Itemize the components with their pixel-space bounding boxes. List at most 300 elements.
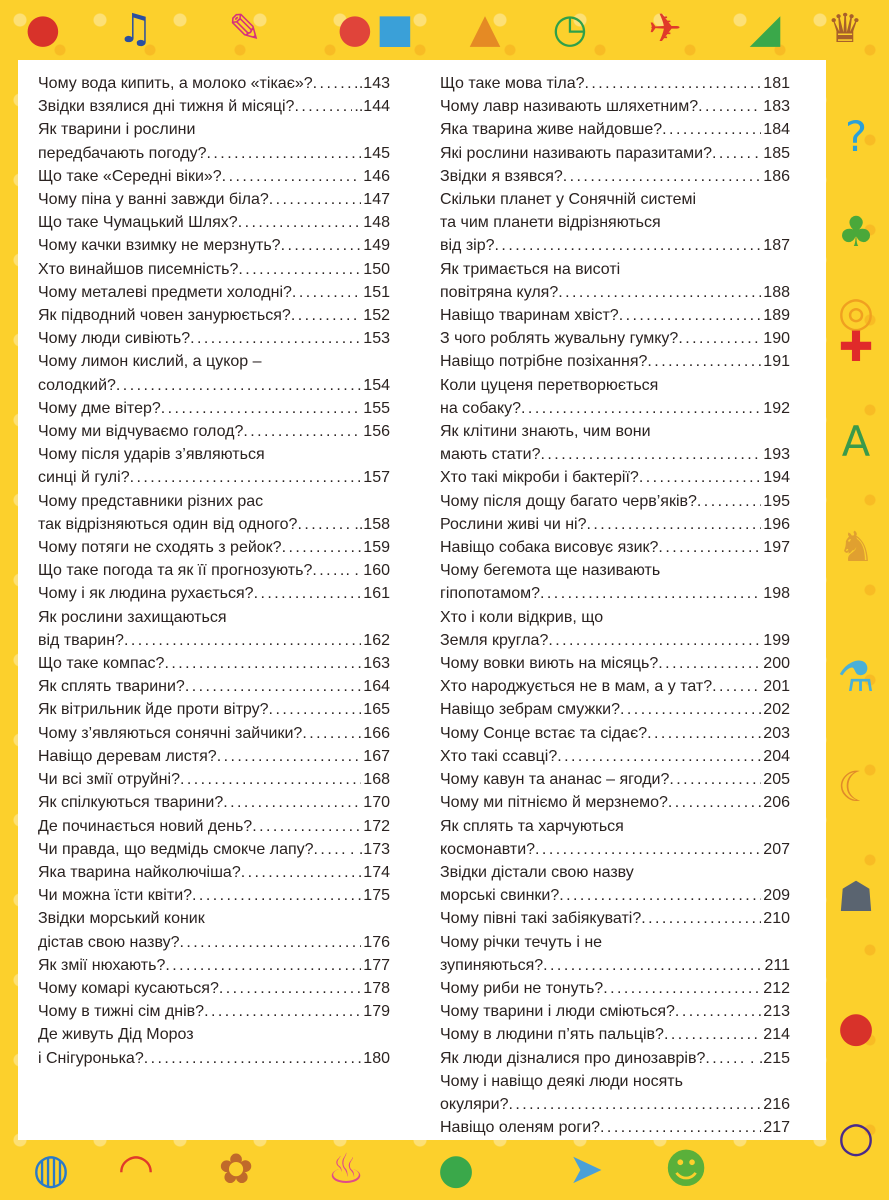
toc-entry-title: і Снігуронька? — [38, 1049, 144, 1067]
dot-leader — [557, 745, 761, 768]
dot-leader — [185, 675, 361, 698]
toc-entry-title: Звідки я взявся? — [440, 167, 563, 185]
toc-page-number: . . 160 — [345, 562, 390, 580]
toc-page-number: 162 — [363, 631, 390, 649]
toc-entry-title: Чому в тижні сім днів? — [38, 1003, 205, 1021]
toc-entry — [38, 884, 390, 907]
toc-page-number: 170 — [363, 794, 390, 812]
dot-leader — [130, 466, 362, 489]
dot-leader — [563, 165, 762, 188]
toc-entry-title-line: Як рослини захищаються — [38, 608, 227, 626]
dot-leader — [204, 1000, 361, 1023]
toc-entry-title-line: Чому представники різних рас — [38, 492, 264, 510]
toc-entry-title: Чому піна у ванні завжди біла? — [38, 191, 269, 209]
toc-page-number: 189 — [763, 307, 790, 325]
dot-leader — [619, 304, 762, 327]
toc-page-number: . .215 — [749, 1049, 790, 1067]
toc-page-number: 195 — [763, 492, 790, 510]
toc-entry-title: Навіщо деревам листя? — [38, 747, 217, 765]
toc-entry-title: Чому в людини п’ять пальців? — [440, 1026, 664, 1044]
dot-leader — [669, 768, 761, 791]
dot-leader — [495, 234, 762, 257]
toc-entry — [440, 536, 790, 559]
toc-entry — [38, 443, 390, 489]
dot-leader — [658, 652, 761, 675]
dot-leader — [662, 118, 761, 141]
toc-entry — [440, 327, 790, 350]
toc-page-number: .143 — [358, 75, 390, 92]
dot-leader — [675, 1000, 761, 1023]
toc-entry — [38, 1000, 390, 1023]
dot-leader — [161, 397, 362, 420]
triangle-ruler-icon: ◢ — [749, 6, 781, 52]
toc-entry-title: Хто такі мікроби і бактерії? — [440, 469, 639, 487]
toc-page-number: 177 — [363, 956, 390, 974]
toc-entry-title: Чому і як людина рухається? — [38, 585, 254, 603]
dot-leader — [548, 629, 761, 652]
toc-page-number: 188 — [763, 283, 790, 301]
toc-entry — [38, 1023, 390, 1069]
toc-entry — [38, 490, 390, 536]
toc-page-number: 196 — [763, 515, 790, 533]
magnifying-glass-icon: ○ — [837, 1111, 875, 1161]
toc-entry — [38, 95, 390, 118]
dot-leader — [269, 698, 362, 721]
toc-page-number: 199 — [763, 631, 790, 649]
toc-page-number: 203 — [763, 724, 790, 742]
toc-entry — [440, 559, 790, 605]
toc-entry — [38, 420, 390, 443]
toc-entry — [38, 350, 390, 396]
ball-icon: ● — [337, 6, 373, 52]
toc-entry-title: Навіщо потрібне позіхання? — [440, 353, 648, 371]
toc-entry — [38, 815, 390, 838]
toc-entry — [440, 258, 790, 304]
dot-leader — [712, 675, 761, 698]
toc-entry-title: Як сплять тварини? — [38, 678, 185, 696]
dot-leader — [180, 768, 361, 791]
toc-entry — [440, 768, 790, 791]
dot-leader — [165, 954, 361, 977]
toc-entry-title-line: Чому і навіщо деякі люди носять — [440, 1072, 683, 1090]
robot-icon: ☗ — [837, 871, 875, 921]
toc-entry-title-line: Чому лимон кислий, а цукор – — [38, 353, 262, 371]
toc-entry — [38, 768, 390, 791]
toc-entry — [440, 165, 790, 188]
toc-entry — [38, 211, 390, 234]
dot-leader — [207, 142, 362, 165]
toc-page-number: 201 — [763, 678, 790, 696]
toc-entry — [38, 258, 390, 281]
dot-leader — [559, 884, 761, 907]
toc-page-number: 175 — [363, 887, 390, 905]
toc-page-number: 202 — [763, 701, 790, 719]
toc-page-number: 192 — [763, 399, 790, 417]
toc-entry-title: Чому тварини і люди сміються? — [440, 1003, 675, 1021]
dot-leader — [541, 443, 762, 466]
dot-leader — [712, 142, 752, 165]
toc-entry — [38, 165, 390, 188]
toc-entry-title: Чому вода кипить, а молоко «тікає»? — [38, 75, 313, 92]
toc-entry — [440, 722, 790, 745]
dot-leader — [620, 698, 761, 721]
toc-page-number: . 185 — [754, 144, 790, 162]
dot-leader — [641, 907, 761, 930]
toc-entry — [440, 977, 790, 1000]
toc-entry-title: Чому після дощу багато черв’яків? — [440, 492, 697, 510]
toc-page-number: 212 — [763, 979, 790, 997]
toc-page-number: 159 — [363, 539, 390, 557]
dot-leader — [294, 95, 352, 118]
toc-entry — [38, 861, 390, 884]
toc-page-number: 178 — [363, 979, 390, 997]
toc-entry-title: Чому качки взимку не мерзнуть? — [38, 237, 281, 255]
toc-page-number: 174 — [363, 863, 390, 881]
flask-icon: ⚗ — [837, 651, 875, 701]
dot-leader — [587, 513, 762, 536]
toc-entry-title: З чого роблять жувальну гумку? — [440, 330, 679, 348]
toc-entry — [38, 118, 390, 164]
toc-entry — [440, 95, 790, 118]
toc-page-number: 217 — [763, 1119, 790, 1137]
toc-entry-title: дістав свою назву? — [38, 933, 180, 951]
toc-entry — [38, 791, 390, 814]
toc-entry-title-line: Чому бегемота ще називають — [440, 562, 661, 580]
toc-entry-title-line: Хто і коли відкрив, що — [440, 608, 604, 626]
toc-entry — [440, 142, 790, 165]
toc-entry — [440, 304, 790, 327]
toc-page-number: ..144 — [354, 98, 390, 116]
toc-page-number: 216 — [763, 1095, 790, 1113]
apple-icon: ● — [25, 6, 61, 52]
toc-entry-title: повітряна куля? — [440, 283, 559, 301]
toc-entry-title-line: Як тварини і рослини — [38, 121, 196, 139]
toc-entry-title-line: Звідки морський коник — [38, 910, 205, 928]
toc-page-number: 149 — [363, 237, 390, 255]
toc-column-left — [38, 72, 390, 1070]
toc-entry — [38, 536, 390, 559]
toc-page-number: 187 — [763, 237, 790, 255]
protractor-icon: ◠ — [117, 1143, 155, 1193]
toc-entry — [440, 350, 790, 373]
dot-leader — [658, 536, 761, 559]
music-notes-icon: ♫ — [117, 6, 153, 52]
toc-page-number: 211 — [764, 956, 790, 974]
dot-leader — [668, 791, 761, 814]
dot-leader — [254, 582, 362, 605]
toc-entry — [440, 72, 790, 95]
toc-entry-title: Чому ми відчуваємо голод? — [38, 423, 244, 441]
toc-entry — [440, 698, 790, 721]
apple-icon: ● — [837, 1001, 875, 1051]
toc-page-number: 209 — [763, 887, 790, 905]
toc-entry-title: мають стати? — [440, 446, 541, 464]
toc-entry-title: Чому півні такі забіякуваті? — [440, 910, 642, 928]
cake-icon: ♛ — [827, 6, 863, 52]
toc-entry-title: Яка тварина найколючіша? — [38, 863, 241, 881]
dot-leader — [543, 954, 762, 977]
toc-entry-title-line: Як тримається на висоті — [440, 260, 621, 278]
toc-entry — [440, 861, 790, 907]
toc-page-number: 172 — [363, 817, 390, 835]
toc-page-number: 148 — [363, 214, 390, 232]
dot-leader — [698, 95, 761, 118]
toc-page-number: 151 — [363, 283, 390, 301]
toc-page-number: 146 — [363, 167, 390, 185]
dot-leader — [243, 420, 361, 443]
toc-page-number: 179 — [363, 1003, 390, 1021]
toc-page-number: 163 — [363, 655, 390, 673]
dot-leader — [241, 861, 362, 884]
toc-page-number: 210 — [763, 910, 790, 928]
toc-page-number: 197 — [763, 539, 790, 557]
toc-entry-title: Хто винайшов писемність? — [38, 260, 239, 278]
toc-entry-title: Навіщо тваринам хвіст? — [440, 307, 619, 325]
dot-leader — [600, 1116, 761, 1139]
dot-leader — [190, 327, 361, 350]
toc-entry — [38, 188, 390, 211]
toc-entry — [440, 606, 790, 652]
dot-leader — [192, 884, 361, 907]
dot-leader — [312, 559, 343, 582]
dot-leader — [603, 977, 761, 1000]
toc-entry-title: Навіщо оленям роги? — [440, 1119, 601, 1137]
alphabet-block-icon: A — [841, 416, 871, 466]
toc-entry-title: Чому з’являються сонячні зайчики? — [38, 724, 303, 742]
toc-entry-title: Звідки взялися дні тижня й місяці? — [38, 98, 295, 116]
toc-entry-title: Як змії нюхають? — [38, 956, 166, 974]
toc-entry — [38, 582, 390, 605]
toc-entry-title: синці й гулі? — [38, 469, 130, 487]
dot-leader — [678, 327, 761, 350]
toc-entry — [38, 652, 390, 675]
toc-page-number: 200 — [763, 655, 790, 673]
toc-entry — [38, 698, 390, 721]
dot-leader — [217, 745, 362, 768]
alarm-clock-icon: ◷ — [552, 6, 588, 52]
toc-entry-title: Чи правда, що ведмідь смокче лапу? — [38, 840, 314, 858]
toc-page-number: 184 — [763, 121, 790, 139]
toc-entry-title-line: Чому річки течуть і не — [440, 933, 603, 951]
toc-entry-title: Чому вовки виють на місяць? — [440, 655, 659, 673]
toc-page-number: 213 — [763, 1003, 790, 1021]
dot-leader — [639, 466, 761, 489]
dot-leader — [585, 72, 762, 95]
dot-leader — [222, 165, 362, 188]
dot-leader — [697, 490, 761, 513]
toc-entry-title: Чи можна їсти квіти? — [38, 887, 193, 905]
toc-page-number: 161 — [363, 585, 390, 603]
dot-leader — [314, 838, 348, 861]
toc-page-number: 168 — [363, 771, 390, 789]
toc-entry — [38, 722, 390, 745]
dot-leader — [116, 374, 361, 397]
toc-page-number: 176 — [363, 933, 390, 951]
dot-leader — [558, 281, 761, 304]
toc-entry-title: так відрізняються один від одного? — [38, 515, 298, 533]
toc-page-number: 167 — [363, 747, 390, 765]
toc-entry — [440, 1000, 790, 1023]
toc-page-number: 157 — [363, 469, 390, 487]
toc-page-number: 183 — [763, 98, 790, 116]
dot-leader — [508, 1093, 761, 1116]
toc-entry — [440, 188, 790, 258]
dinosaur-icon: ♣ — [837, 206, 875, 256]
toc-entry-title: солодкий? — [38, 376, 116, 394]
toc-entry — [38, 606, 390, 652]
toc-entry-title: Чому комарі кусаються? — [38, 979, 219, 997]
dot-leader — [291, 304, 361, 327]
toc-entry-title: Чи всі змії отруйні? — [38, 771, 180, 789]
helicopter-icon: ✈ — [648, 6, 682, 52]
toc-entry — [440, 907, 790, 930]
toc-entry-title-line: Звідки дістали свою назву — [440, 863, 634, 881]
toc-entry — [38, 327, 390, 350]
toc-page-number: 204 — [763, 747, 790, 765]
toc-entry-title: Чому люди сивіють? — [38, 330, 191, 348]
toc-entry — [38, 977, 390, 1000]
toc-page-number: 164 — [363, 678, 390, 696]
dot-leader — [282, 536, 362, 559]
toc-entry-title-line: Коли цуценя перетворюється — [440, 376, 659, 394]
dot-leader — [252, 815, 361, 838]
toc-entry — [38, 559, 390, 582]
swirl-icon: ◎ — [837, 286, 875, 336]
toc-entry-title: Які рослини називають паразитами? — [440, 144, 712, 162]
toc-entry-title-line: Скільки планет у Сонячній системі — [440, 191, 697, 209]
toc-page-number: 180 — [363, 1049, 390, 1067]
toc-page-number: 181 — [763, 75, 790, 92]
toc-entry — [440, 791, 790, 814]
toc-entry-title: Що таке «Середні віки»? — [38, 167, 222, 185]
toc-entry-title: Чому кавун та ананас – ягоди? — [440, 771, 670, 789]
toc-entry-title: Що таке компас? — [38, 655, 165, 673]
pizza-slice-icon: ▲ — [469, 6, 501, 52]
toc-page-number: 191 — [763, 353, 790, 371]
toc-entry-title: Як підводний човен занурюється? — [38, 307, 291, 325]
dot-leader — [219, 977, 361, 1000]
toc-entry — [440, 466, 790, 489]
toc-entry-title: Чому Сонце встає та сідає? — [440, 724, 648, 742]
toc-page-number: 207 — [763, 840, 790, 858]
toc-page-number: 153 — [363, 330, 390, 348]
dot-leader — [164, 652, 361, 675]
toc-page-number: 206 — [763, 794, 790, 812]
toc-page-number: 165 — [363, 701, 390, 719]
toc-entry-title: Навіщо собака висовує язик? — [440, 539, 659, 557]
toc-entry-title: зупиняються? — [440, 956, 544, 974]
toc-entry — [38, 397, 390, 420]
toc-entry-title: Чому дме вітер? — [38, 399, 161, 417]
toc-entry-title: Що таке Чумацький Шлях? — [38, 214, 238, 232]
toc-page-number: 193 — [763, 446, 790, 464]
toc-entry — [440, 675, 790, 698]
toc-entry-title: від тварин? — [38, 631, 124, 649]
toc-entry-title: Що таке мова тіла? — [440, 75, 585, 92]
crayon-icon: ✎ — [228, 6, 262, 52]
toc-entry-title: Навіщо зебрам смужки? — [440, 701, 621, 719]
toc-entry-title-line: Чому після ударів з’являються — [38, 446, 265, 464]
dot-leader — [292, 281, 361, 304]
toc-entry-title: Рослини живі чи ні? — [440, 515, 587, 533]
dot-leader — [705, 1047, 748, 1070]
fruits-icon: ● — [437, 1143, 475, 1193]
toc-entry — [440, 815, 790, 861]
dot-leader — [179, 931, 361, 954]
toc-entry — [38, 954, 390, 977]
giraffe-icon: ♞ — [837, 521, 875, 571]
toc-entry — [38, 745, 390, 768]
croissant-icon: ☾ — [837, 761, 875, 811]
dot-leader — [647, 350, 761, 373]
toc-entry-title: морські свинки? — [440, 887, 560, 905]
toc-entry-title: Хто народжується не в мам, а у тат? — [440, 678, 713, 696]
toc-entry — [440, 1116, 790, 1139]
dot-leader — [297, 513, 352, 536]
toc-entry-title: передбачають погоду? — [38, 144, 207, 162]
dot-leader — [238, 258, 361, 281]
toc-page-number: 155 — [363, 399, 390, 417]
dot-leader — [144, 1047, 362, 1070]
toc-entry-title: Чому ми пітніємо й мерзнемо? — [440, 794, 668, 812]
toc-entry-title: Як вітрильник йде проти вітру? — [38, 701, 269, 719]
toc-entry — [38, 72, 390, 95]
toc-entry — [440, 118, 790, 141]
frog-icon: ☻ — [664, 1143, 708, 1193]
toc-page-number: ..158 — [354, 515, 390, 533]
toc-page-number: 166 — [363, 724, 390, 742]
toc-entry-title: Хто такі ссавці? — [440, 747, 558, 765]
globe-icon: ◍ — [32, 1143, 70, 1193]
toc-entry-title: космонавти? — [440, 840, 536, 858]
toc-entry-title: на собаку? — [440, 399, 522, 417]
cupcake-icon: ♨ — [327, 1143, 365, 1193]
dot-leader — [269, 188, 362, 211]
toc-entry — [38, 675, 390, 698]
toc-entry-title-line: та чим планети відрізняються — [440, 214, 661, 232]
puzzle-piece-icon: ✚ — [838, 321, 874, 371]
toc-entry — [38, 838, 390, 861]
dot-leader — [540, 582, 761, 605]
toc-entry-title-line: Як клітини знають, чим вони — [440, 423, 651, 441]
toc-entry-title: окуляри? — [440, 1095, 509, 1113]
toc-column-right — [440, 72, 790, 1139]
toc-entry-title: Чому металеві предмети холодні? — [38, 283, 292, 301]
toc-page-number: 150 — [363, 260, 390, 278]
dot-leader — [302, 722, 361, 745]
dot-leader — [647, 722, 761, 745]
toc-entry — [440, 1047, 790, 1070]
toc-page-number: 214 — [763, 1026, 790, 1044]
toc-entry-title-line: Як сплять та харчуються — [440, 817, 624, 835]
toc-entry — [440, 1070, 790, 1116]
toc-entry-title: Де починається новий день? — [38, 817, 253, 835]
dot-leader — [521, 397, 761, 420]
toc-entry — [38, 907, 390, 953]
dot-leader — [313, 72, 357, 95]
dot-leader — [281, 234, 362, 257]
paint-palette-icon: ✿ — [218, 1143, 254, 1193]
toc-entry — [440, 490, 790, 513]
toc-entry — [440, 374, 790, 420]
toc-page-number: 152 — [363, 307, 390, 325]
question-mark-icon: ? — [844, 111, 868, 161]
dot-leader — [124, 629, 361, 652]
dot-leader — [664, 1023, 761, 1046]
toc-page-number: 156 — [363, 423, 390, 441]
toc-entry-title: Яка тварина живе найдовше? — [440, 121, 663, 139]
toc-page-number: 198 — [763, 585, 790, 603]
